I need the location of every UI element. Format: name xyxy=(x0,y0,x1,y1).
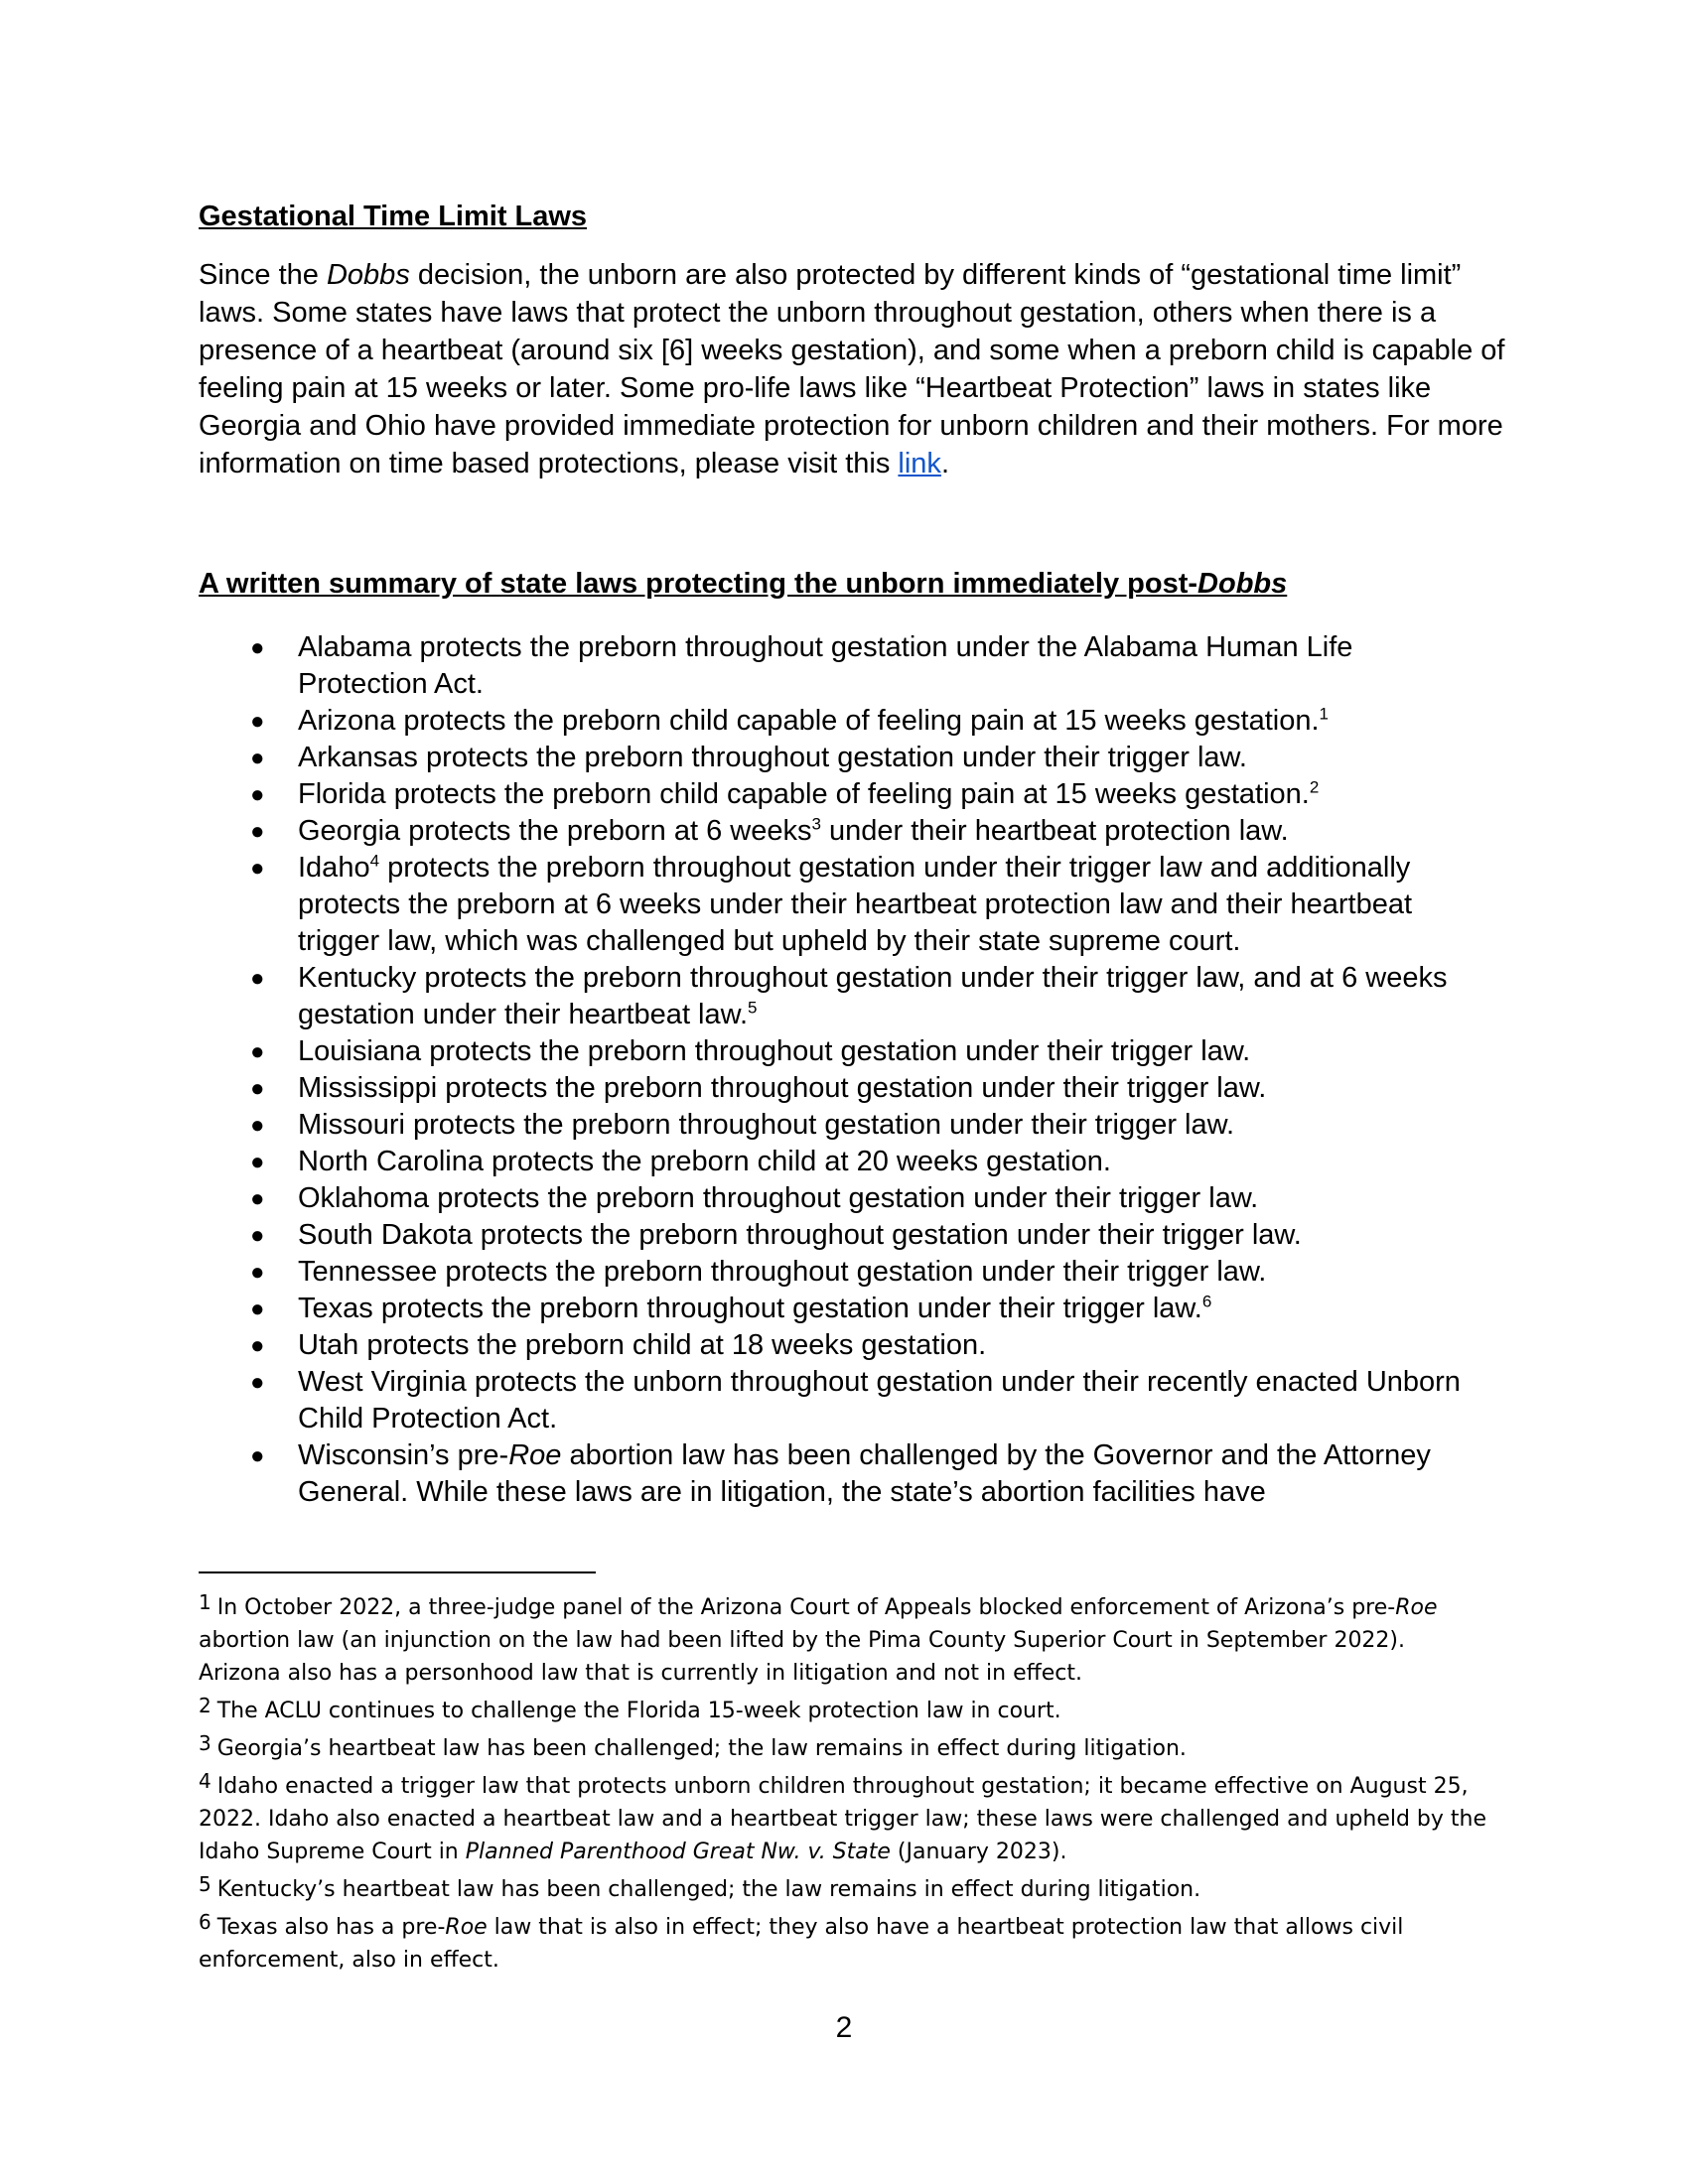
section-heading-gestational-limits: Gestational Time Limit Laws xyxy=(199,201,588,232)
footnote-ref: 3 xyxy=(811,814,821,834)
footnote-number: 1 xyxy=(199,1590,211,1614)
list-item-georgia xyxy=(199,813,1489,850)
bullet-icon: ● xyxy=(250,965,265,992)
law-text: Texas protects the preborn throughout gestation under their trigger law. xyxy=(298,1293,1202,1324)
bullet-icon: ● xyxy=(250,1112,265,1139)
gestational-limits-paragraph xyxy=(199,256,1509,482)
footnote-6 xyxy=(199,1911,1489,1977)
law-text: Arizona protects the preborn child capable of feeling pain at 15 weeks gestation. xyxy=(298,705,1320,737)
page-number: 2 xyxy=(835,2011,853,2044)
footnote-2 xyxy=(199,1695,1489,1727)
law-text: Tennessee protects the preborn throughout gestation under their trigger law. xyxy=(298,1256,1267,1288)
footnotes xyxy=(199,1591,1489,1981)
footnote-text: Texas also has a pre- xyxy=(216,1915,446,1940)
list-item-louisiana xyxy=(199,1033,1489,1070)
bullet-icon: ● xyxy=(250,1185,265,1212)
bullet-icon: ● xyxy=(250,1369,265,1396)
dobbs-italic: Dobbs xyxy=(326,259,410,291)
para-text-end: . xyxy=(940,448,949,479)
list-item-texas xyxy=(199,1291,1489,1327)
footnote-ref: 1 xyxy=(1319,704,1330,724)
footnote-text: abortion law (an injunction on the law had been lifted by the Pima County Superior Court in September 2022). Arizona also has a personhood law that is currently in litigation and not in effect. xyxy=(199,1628,1406,1686)
footnote-text: law that is also in effect; they also have a heartbeat protection law that allows civil enforcement, also in effect. xyxy=(199,1915,1404,1973)
roe-italic: Roe xyxy=(1395,1595,1438,1620)
list-item-missouri xyxy=(199,1107,1489,1144)
para-text-body: decision, the unborn are also protected by different kinds of “gestational time limit” laws. Some states have laws that protect the unborn throughout gestation, others when there is a presence of a heartbeat (around six [6] weeks gestation), and some when a preborn child is capable of feeling pain at 15 weeks or later. Some pro-life laws like “Heartbeat Protection” laws in states like Georgia and Ohio have provided immediate protection for unborn children and their mothers. For more information on time based protections, please visit this xyxy=(199,259,1505,479)
footnote-3 xyxy=(199,1732,1489,1765)
law-text: South Dakota protects the preborn throughout gestation under their trigger law. xyxy=(298,1219,1302,1251)
bullet-icon: ● xyxy=(250,1149,265,1175)
bullet-icon: ● xyxy=(250,745,265,771)
law-text: Idaho xyxy=(298,852,370,884)
footnote-text: (January 2023). xyxy=(890,1840,1067,1864)
list-item-west-virginia xyxy=(199,1364,1489,1437)
footnote-ref: 6 xyxy=(1201,1292,1212,1311)
law-text: abortion law has been challenged by the Governor and the Attorney General. While these laws are in litigation, the state’s abortion facilities have xyxy=(298,1439,1431,1508)
state-summary-heading-text: A written summary of state laws protecting the unborn immediately post- xyxy=(199,568,1198,600)
law-text: Missouri protects the preborn throughout gestation under their trigger law. xyxy=(298,1109,1235,1141)
law-text: Alabama protects the preborn throughout gestation under the Alabama Human Life Protection Act. xyxy=(298,631,1353,700)
law-text: Utah protects the preborn child at 18 weeks gestation. xyxy=(298,1329,987,1361)
footnote-number: 5 xyxy=(199,1872,211,1896)
law-text: Georgia protects the preborn at 6 weeks xyxy=(298,815,812,847)
law-text: protects the preborn throughout gestation under their trigger law and additionally protects the preborn at 6 weeks under their heartbeat protection law and their heartbeat trigger law, which was challenged but upheld by their state supreme court. xyxy=(298,852,1413,957)
footnote-text: Georgia’s heartbeat law has been challenged; the law remains in effect during litigation. xyxy=(216,1736,1187,1761)
time-protections-link[interactable]: link xyxy=(898,448,941,479)
footnote-text: Kentucky’s heartbeat law has been challenged; the law remains in effect during litigation. xyxy=(216,1877,1201,1902)
footnote-text: The ACLU continues to challenge the Florida 15-week protection law in court. xyxy=(216,1699,1061,1723)
bullet-icon: ● xyxy=(250,708,265,735)
list-item-kentucky xyxy=(199,960,1489,1033)
roe-italic: Roe xyxy=(445,1915,488,1940)
list-item-wisconsin xyxy=(199,1437,1489,1511)
bullet-icon: ● xyxy=(250,634,265,661)
footnote-text: In October 2022, a three-judge panel of the Arizona Court of Appeals blocked enforcement of Arizona’s pre- xyxy=(216,1595,1396,1620)
list-item-oklahoma xyxy=(199,1180,1489,1217)
footnote-5 xyxy=(199,1873,1489,1906)
bullet-icon: ● xyxy=(250,855,265,882)
law-text: Oklahoma protects the preborn throughout gestation under their trigger law. xyxy=(298,1182,1259,1214)
list-item-florida xyxy=(199,776,1489,813)
state-laws-list xyxy=(199,629,1489,1511)
footnote-number: 6 xyxy=(199,1910,211,1934)
section-heading-state-summary xyxy=(199,566,1287,602)
bullet-icon: ● xyxy=(250,781,265,808)
list-item-arizona xyxy=(199,703,1489,740)
bullet-icon: ● xyxy=(250,1259,265,1286)
list-item-idaho xyxy=(199,850,1489,960)
list-item-arkansas xyxy=(199,740,1489,776)
bullet-icon: ● xyxy=(250,1038,265,1065)
footnote-ref: 2 xyxy=(1309,777,1320,797)
law-text: Wisconsin’s pre- xyxy=(298,1439,509,1471)
list-item-south-dakota xyxy=(199,1217,1489,1254)
roe-italic: Roe xyxy=(508,1439,562,1471)
footnote-text: Idaho enacted a trigger law that protects unborn children throughout gestation; it became effective on August 25, 2022. Idaho also enacted a heartbeat law and a heartbeat trigger law; these laws were challenged and upheld by the Idaho Supreme Court in xyxy=(199,1774,1487,1864)
law-text: Mississippi protects the preborn throughout gestation under their trigger law. xyxy=(298,1072,1267,1104)
law-text: under their heartbeat protection law. xyxy=(820,815,1289,847)
bullet-icon: ● xyxy=(250,1296,265,1322)
case-name-italic: Planned Parenthood Great Nw. v. State xyxy=(465,1840,891,1864)
footnote-ref: 5 xyxy=(748,998,758,1018)
list-item-alabama xyxy=(199,629,1489,703)
list-item-utah xyxy=(199,1327,1489,1364)
law-text: North Carolina protects the preborn child at 20 weeks gestation. xyxy=(298,1146,1111,1177)
footnote-number: 4 xyxy=(199,1769,211,1793)
footnote-1 xyxy=(199,1591,1489,1690)
bullet-icon: ● xyxy=(250,1075,265,1102)
bullet-icon: ● xyxy=(250,1442,265,1469)
bullet-icon: ● xyxy=(250,818,265,845)
list-item-mississippi xyxy=(199,1070,1489,1107)
bullet-icon: ● xyxy=(250,1332,265,1359)
state-summary-heading-dobbs: Dobbs xyxy=(1197,568,1288,600)
list-item-tennessee xyxy=(199,1254,1489,1291)
footnote-number: 2 xyxy=(199,1694,211,1717)
law-text: Kentucky protects the preborn throughout gestation under their trigger law, and at 6 weeks gestation under their heartbeat law. xyxy=(298,962,1448,1030)
list-item-north-carolina xyxy=(199,1144,1489,1180)
law-text: West Virginia protects the unborn throughout gestation under their recently enacted Unborn Child Protection Act. xyxy=(298,1366,1461,1434)
footnote-4 xyxy=(199,1770,1489,1868)
law-text: Arkansas protects the preborn throughout gestation under their trigger law. xyxy=(298,742,1247,773)
footnote-number: 3 xyxy=(199,1731,211,1755)
footnote-ref: 4 xyxy=(369,851,380,871)
para-text-start: Since the xyxy=(199,259,327,291)
law-text: Florida protects the preborn child capable of feeling pain at 15 weeks gestation. xyxy=(298,778,1310,810)
bullet-icon: ● xyxy=(250,1222,265,1249)
footnote-separator xyxy=(199,1571,596,1573)
law-text: Louisiana protects the preborn throughout gestation under their trigger law. xyxy=(298,1035,1251,1067)
